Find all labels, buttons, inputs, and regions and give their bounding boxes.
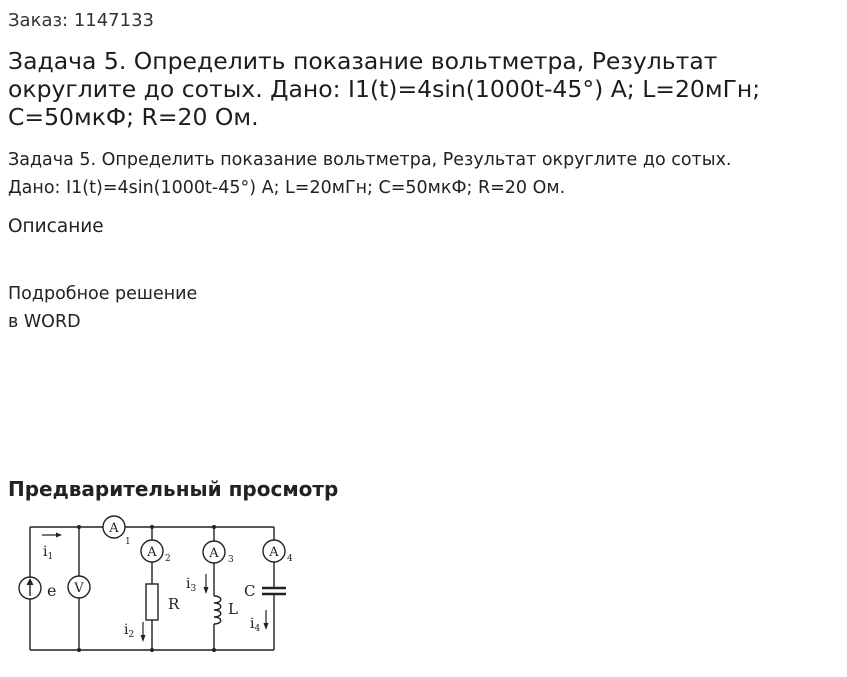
resistor-label: R [168,595,180,613]
solution-info [8,280,197,336]
inductor-icon [214,596,221,624]
current-label-i1: $i_1$ [43,544,54,562]
task-title: Задача 5. Определить показание вольтметра, Результат округлите до сотых. Дано: I1(t)=4sin(1000t-45°) А; L=20мГн; C=50мкФ; R=20 Ом. [8,47,761,131]
current-i4-arrow-icon [264,610,269,630]
capacitor-label: C [244,582,256,600]
ammeter-3-symbol: A [209,546,219,561]
inductor-label: L [228,600,238,618]
solution-line-2: в WORD [8,312,81,332]
source-label: e [47,581,57,600]
circuit-diagram [12,510,302,660]
current-label-i3: $i_3$ [186,576,197,594]
capacitor-icon [262,588,286,594]
current-i2-arrow-icon [141,622,146,642]
current-label-i2: $i_2$ [124,622,135,640]
preview-heading: Предварительный просмотр [8,477,339,501]
task-description [8,146,843,202]
resistor-icon [146,584,158,620]
current-i1-arrow-icon [42,533,62,538]
order-number: Заказ: 1147133 [8,10,154,31]
voltmeter-symbol: V [74,581,84,596]
task-description-line-1: Задача 5. Определить показание вольтметра, Результат округлите до сотых. [8,150,732,170]
ammeter-4-index: 4 [287,554,293,564]
solution-line-1: Подробное решение [8,284,198,304]
ammeter-3-index: 3 [228,555,234,565]
ammeter-2-index: 2 [165,554,171,564]
description-heading: Описание [8,216,104,237]
ammeter-1-symbol: A [109,521,119,536]
current-label-i4: $i_4$ [250,616,261,634]
task-description-line-2: Дано: I1(t)=4sin(1000t-45°) А; L=20мГн; C=50мкФ; R=20 Ом. [8,178,566,198]
ammeter-2-symbol: A [147,545,157,560]
current-i3-arrow-icon [204,574,209,594]
ammeter-1-index: 1 [125,537,131,547]
emf-source-icon [19,577,41,599]
ammeter-4-symbol: A [269,545,279,560]
